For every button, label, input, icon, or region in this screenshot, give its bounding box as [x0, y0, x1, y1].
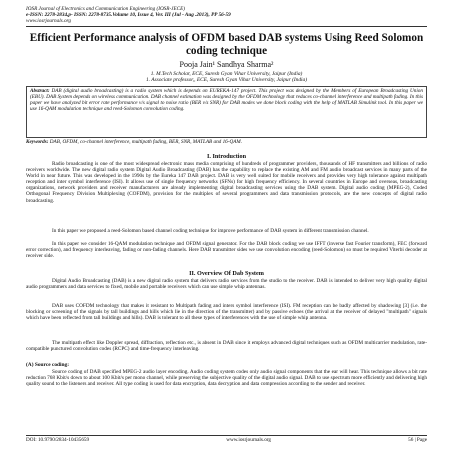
overview-paragraph-2: DAB uses COFDM technology that makes it resistant to Multipath fading and inters symbol interference (ISI). FM reception can be badly affected by shadowing [3] (i.e. the blocking or screening of the signals by tall buildings and hills which lie in the direction of the transmitter) and by passive echoes (the arrival at the receiver of delayed "multipath" signals which have been reflected from tall buildings and hills). DAB is tolerant to all these types of interferences with the use of simple whip antenna. [26, 303, 427, 322]
section-heading-introduction: I. Introduction [206, 153, 247, 160]
abstract-label: Abstract: [30, 88, 50, 94]
keywords-label: Keywords: [26, 139, 49, 145]
intro-paragraph-1: Radio broadcasting is one of the most widespread electronic mass media comprising of hundreds of programmer providers, thousands of HF transmitters and billions of radio receivers worldwide. The new digital radio system Digital Audio Broadcasting (DAB) has the capability to replace the existing AM and FM audio broadcast services in many parts of the World in near future. This was developed in the 1990s by the Eureka 147 DAB project. DAB is very well suited for mobile receivers and provides very high tolerance against multipath reception and inter symbol interference (ISI). It allows use of single frequency networks (SFNs) for high frequency efficiency. In several countries in Europe and overseas, broadcasting organizations, network providers and receiver manufacturers are already implementing digital broadcasting services using the DAB system. Digital audio coding (MPEG-2), Coded Orthogonal Frequency Division Multiplexing (COFDM), provision for the multiplex of several programmers and data transmission protocols, are the new concepts of digital radio broadcasting. [26, 161, 427, 204]
footer-page-number: 56 | Page [408, 437, 427, 443]
footer-rule [26, 435, 427, 436]
journal-header [26, 6, 426, 24]
abstract-box [26, 86, 427, 138]
overview-paragraph-3: The multipath effect like Doppler spread, diffraction, reflection etc., is absent in DAB since it employs advanced digital techniques such as OFDM multicarrier modulation, rate-compatible punctured convolution codes (RCPC) and time-frequency interleaving. [26, 340, 427, 353]
journal-website[interactable]: www.iosrjournals.org [26, 18, 71, 24]
journal-issn: e-ISSN: 2278-2834,p- ISSN: 2278-8735.Volume 10, Issue 4, Ver. III (Jul - Aug .2013), PP 56-59 [26, 12, 231, 18]
intro-paragraph-2: In this paper we proposed a reed-Solomon based channel coding technique for improve performance of DAB system in different transmission channel. [52, 228, 369, 234]
affiliation-1: 1. M.Tech Scholar, ECE, Suresh Gyan Vihar University, Jaipur (India) [150, 71, 303, 77]
author-affiliations [26, 71, 427, 84]
page-footer [26, 437, 427, 443]
affiliation-2: 1. Associate professor,, ECE, Suresh Gyan Vihar University, Jaipur (India) [145, 77, 308, 84]
overview-paragraph-1: Digital Audio Broadcasting (DAB) is a new digital radio system that delivers radio services from the studio to the receiver. DAB is intended to deliver very high quality digital audio programmers and data services to fixed, mobile and portable receivers which can use simple whip antennas. [26, 278, 427, 291]
header-rule [26, 26, 427, 27]
paper-authors: Pooja Jain¹ Sandhya Sharma² [179, 60, 274, 69]
abstract-text: DAB (digital audio broadcasting) is a radio system which is depends on EUREKA-147 project. This project was designed by the Members of European Broadcasting Union (EBU). DAB System depends on wireless communication. DAB channel estimation was designed by the OFDM technology that reduces co-channel interference and multipath fading. In this paper we have analyzed bit error rate performance v/s signal to noise ratio (BER v/s SNR) for DAB modes we done block coding with the help of MATLAB Simulink tool. In this paper we use 16-QAM modulation technique and reed-Solomon convolution coding. [30, 88, 423, 113]
source-coding-paragraph: Source coding of DAB specified MPEG-2 audio layer encoding. Audio coding system codes only audio signal components that the ear will hear. This technique allows a bit rate reduction 768 Kbit/s down to about 100 Kbit/s per mono channel, while preserving the subjective quality of the digital audio signal. DAB to use spectrum more efficiently and delivering high quality sound to the listeners and receiver. All type coding is used for data encryption, data decryption and data compression according to the sender and receiver. [26, 369, 427, 388]
subsection-heading-source-coding: (A) Source coding: [26, 362, 70, 368]
section-heading-overview: II. Overview Of Dab System [189, 270, 264, 277]
footer-website[interactable]: www.iosrjournals.org [226, 437, 272, 443]
keywords [26, 139, 427, 145]
intro-paragraph-3: In this paper we consider 16-QAM modulation technique and OFDM signal generator. For the DAB block coding we use IFFT (inverse fast Fourier transform), FEC (forward error correction), and frequency interleaving, fading or non-fading channels. Here DAB transmitter sides we use convolution encoding (reed-Solomon) so must be required Viterbi decoder at receiver side. [26, 241, 427, 260]
footer-doi: DOI: 10.9790/2834-10435659 [26, 437, 90, 443]
paper-title: Efficient Performance analysis of OFDM based DAB systems Using Reed Solomon coding technique [29, 32, 424, 57]
journal-name: IOSR Journal of Electronics and Communication Engineering (IOSR-JECE) [26, 6, 186, 12]
keywords-text: DAB, OFDM, co-channel interference, multipath fading, BER, SNR, MATLAB and 16-QAM. [49, 139, 243, 145]
